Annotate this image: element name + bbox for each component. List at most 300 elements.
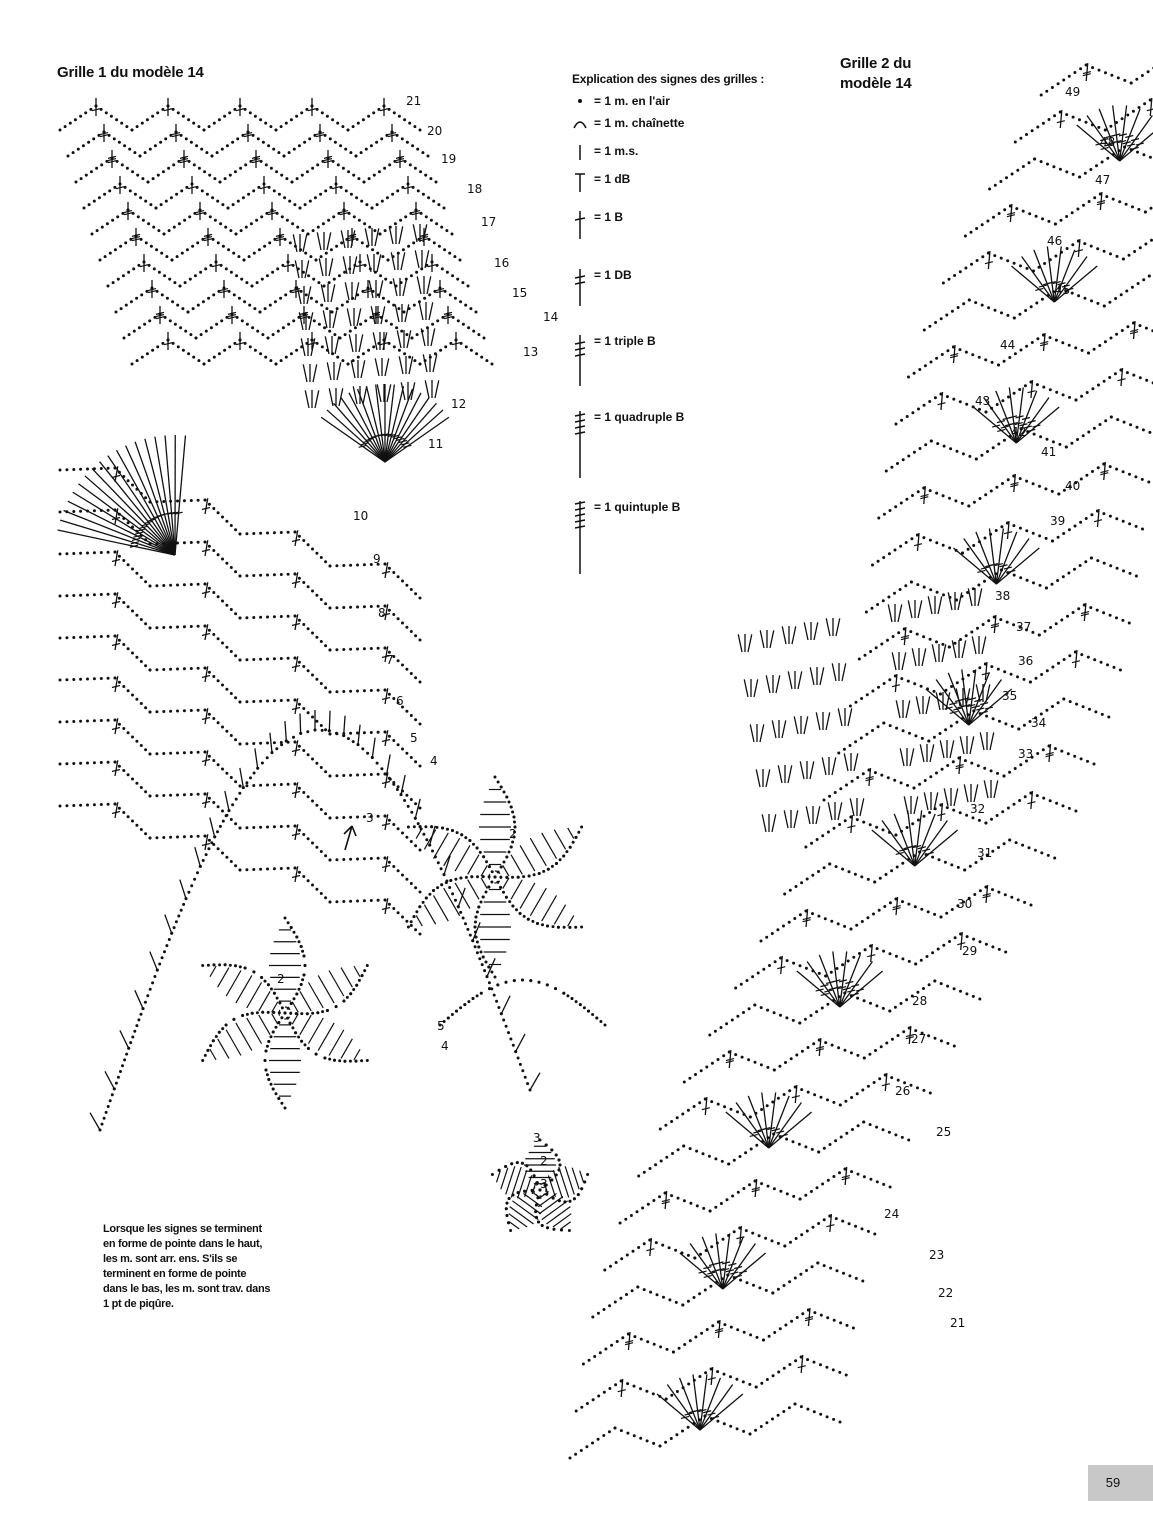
chain-dot	[1019, 477, 1022, 480]
chain-dot	[272, 1088, 275, 1091]
chain-dot	[315, 762, 318, 765]
chain-dot	[953, 1045, 956, 1048]
chain-dot	[135, 488, 138, 491]
chain-dot	[1047, 854, 1050, 857]
chain-dot	[1080, 395, 1083, 398]
chain-dot	[890, 466, 893, 469]
chain-dot	[894, 1133, 897, 1136]
chain-dot	[168, 938, 171, 941]
chain-dot	[1094, 710, 1097, 713]
chain-dot	[86, 720, 89, 723]
chain-dot	[944, 861, 947, 864]
chain-dot	[985, 411, 988, 414]
chain-dot	[245, 658, 248, 661]
chain-dot	[927, 740, 930, 743]
chain-dot	[188, 160, 191, 163]
chain-dot	[388, 861, 391, 864]
chain-dot	[693, 1296, 696, 1299]
chain-dot	[619, 1222, 622, 1225]
stitch-stroke	[816, 712, 820, 730]
chain-dot	[927, 910, 930, 913]
chain-dot	[742, 1187, 745, 1190]
chain-dot	[370, 647, 373, 650]
chain-dot	[315, 846, 318, 849]
chain-dot	[298, 619, 301, 622]
stitch-stroke	[896, 700, 900, 718]
chain-dot	[1128, 254, 1131, 257]
chain-dot	[817, 1222, 820, 1225]
chain-dot	[247, 193, 250, 196]
chain-dot	[169, 794, 172, 797]
stitch-stroke	[530, 1073, 540, 1090]
chain-dot	[1034, 849, 1037, 852]
chain-dot	[392, 571, 395, 574]
chain-dot	[693, 1379, 696, 1382]
stitch-stroke	[744, 679, 748, 697]
chain-dot	[910, 581, 913, 584]
chain-dot	[546, 1226, 549, 1229]
chain-dot	[1061, 341, 1064, 344]
chain-dot	[235, 274, 238, 277]
chain-dot	[999, 180, 1002, 183]
chain-dot	[1031, 129, 1034, 132]
chain-dot	[342, 858, 345, 861]
chain-dot	[264, 307, 267, 310]
chain-dot	[240, 229, 243, 232]
chain-dot	[876, 947, 879, 950]
chain-dot	[412, 241, 415, 244]
chain-dot	[927, 1034, 930, 1037]
chain-dot	[710, 1100, 713, 1103]
chain-dot	[799, 964, 802, 967]
petal-stitch	[218, 1039, 229, 1059]
chain-dot	[103, 1117, 106, 1120]
chain-dot	[977, 584, 980, 587]
chain-dot	[415, 271, 418, 274]
chain-dot	[264, 1059, 267, 1062]
chain-dot	[414, 928, 417, 931]
chain-dot	[190, 793, 193, 796]
chain-dot	[1062, 804, 1065, 807]
chain-dot	[234, 170, 237, 173]
chain-dot	[303, 974, 306, 977]
chain-dot	[377, 689, 380, 692]
row-number: 20	[427, 124, 443, 138]
chain-dot	[619, 1297, 622, 1300]
chain-dot	[302, 665, 305, 668]
chain-dot	[95, 167, 98, 170]
chain-dot	[231, 803, 234, 806]
chain-dot	[999, 618, 1002, 621]
chain-dot	[370, 605, 373, 608]
chain-dot	[911, 494, 914, 497]
chain-dot	[324, 812, 327, 815]
chain-dot	[646, 1340, 649, 1343]
chain-dot	[259, 658, 262, 661]
chain-dot	[883, 513, 886, 516]
chain-dot	[280, 174, 283, 177]
chain-dot	[65, 762, 68, 765]
chain-dot	[1128, 622, 1131, 625]
chain-dot	[1099, 423, 1102, 426]
chain-dot	[1139, 324, 1142, 327]
stitch-stroke	[978, 588, 982, 606]
chain-dot	[1015, 841, 1018, 844]
chain-dot	[262, 141, 265, 144]
chain-dot	[1049, 626, 1052, 629]
chain-dot	[284, 1107, 287, 1110]
stitch-stroke	[305, 390, 309, 408]
stitch-stroke	[760, 724, 764, 742]
chain-dot	[159, 141, 162, 144]
chain-dot	[1126, 371, 1129, 374]
chain-dot	[207, 297, 210, 300]
chain-dot	[140, 576, 143, 579]
chain-dot	[115, 311, 118, 314]
stitch-stroke	[756, 769, 760, 787]
chain-dot	[349, 564, 352, 567]
chain-dot	[862, 772, 865, 775]
chain-dot	[838, 1171, 841, 1174]
chain-dot	[1076, 438, 1079, 441]
chain-dot	[342, 816, 345, 819]
chain-dot	[459, 877, 462, 880]
chain-dot	[280, 867, 283, 870]
chain-dot	[173, 926, 176, 929]
chain-dot	[260, 976, 263, 979]
chain-dot	[436, 264, 439, 267]
chain-dot	[176, 626, 179, 629]
chain-dot	[1115, 333, 1118, 336]
chain-dot	[900, 1002, 903, 1005]
chain-dot	[1016, 169, 1019, 172]
chain-dot	[444, 290, 447, 293]
chain-dot	[1129, 423, 1132, 426]
chain-dot	[355, 155, 358, 158]
chain-dot	[464, 922, 467, 925]
chain-dot	[554, 987, 557, 990]
chain-dot	[221, 642, 224, 645]
chain-dot	[1145, 379, 1148, 382]
chain-dot	[528, 875, 531, 878]
chain-dot	[327, 219, 330, 222]
chain-dot	[451, 233, 454, 236]
chain-dot	[254, 115, 257, 118]
chain-dot	[261, 333, 264, 336]
chain-dot	[729, 1425, 732, 1428]
chain-dot	[298, 144, 301, 147]
chain-dot	[355, 196, 358, 199]
chain-dot	[1122, 569, 1125, 572]
chain-dot	[424, 825, 427, 828]
stitch-stroke	[435, 380, 439, 398]
chain-dot	[190, 499, 193, 502]
chain-dot	[928, 325, 931, 328]
chain-dot	[940, 317, 943, 320]
chain-dot	[419, 849, 422, 852]
chain-dot	[273, 741, 276, 744]
stitch-stroke	[822, 757, 826, 775]
chain-dot	[847, 960, 850, 963]
chain-dot	[517, 876, 520, 879]
chain-dot	[220, 319, 223, 322]
chain-dot	[306, 1012, 309, 1015]
chain-dot	[405, 920, 408, 923]
chain-dot	[928, 983, 931, 986]
chain-dot	[577, 831, 580, 834]
chain-dot	[1114, 372, 1117, 375]
chain-dot	[860, 697, 863, 700]
row-number: 46	[1047, 234, 1063, 248]
chain-dot	[324, 728, 327, 731]
chain-dot	[402, 248, 405, 251]
chain-dot	[841, 963, 844, 966]
chain-dot	[149, 148, 152, 151]
chain-dot	[79, 594, 82, 597]
chain-dot	[299, 207, 302, 210]
chain-dot	[414, 802, 417, 805]
chain-dot	[1110, 337, 1113, 340]
chain-dot	[118, 723, 121, 726]
chain-dot	[1109, 614, 1112, 617]
chain-dot	[516, 1161, 519, 1164]
chain-dot	[115, 118, 118, 121]
chain-dot	[252, 532, 255, 535]
chain-dot	[212, 549, 215, 552]
chain-dot	[1065, 113, 1068, 116]
stitch-stroke	[826, 712, 830, 730]
chain-dot	[1041, 298, 1044, 301]
chain-dot	[148, 319, 151, 322]
chain-dot	[1122, 520, 1125, 523]
chain-dot	[683, 1199, 686, 1202]
chain-dot	[882, 556, 885, 559]
chain-dot	[208, 359, 211, 362]
chain-dot	[882, 599, 885, 602]
chain-dot	[197, 359, 200, 362]
chain-dot	[349, 1060, 352, 1063]
stitch-stroke	[798, 671, 802, 689]
chain-dot	[956, 681, 959, 684]
chain-dot	[525, 1164, 528, 1167]
chain-dot	[184, 330, 187, 333]
chain-dot	[882, 1128, 885, 1131]
chain-dot	[890, 1076, 893, 1079]
stitch-stroke	[409, 356, 413, 374]
chain-dot	[935, 772, 938, 775]
chain-dot	[373, 174, 376, 177]
chain-dot	[298, 661, 301, 664]
chain-dot	[603, 1269, 606, 1272]
chain-dot	[1144, 211, 1147, 214]
chain-dot	[864, 654, 867, 657]
chain-dot	[176, 752, 179, 755]
stitch-stroke	[792, 626, 796, 644]
chain-dot	[149, 585, 152, 588]
chain-dot	[972, 938, 975, 941]
chain-dot	[823, 866, 826, 869]
chain-dot	[413, 359, 416, 362]
chain-dot	[845, 784, 848, 787]
chain-dot	[709, 1285, 712, 1288]
chain-dot	[239, 965, 242, 968]
row-number: 4	[430, 754, 438, 768]
chain-dot	[169, 542, 172, 545]
chain-dot	[326, 115, 329, 118]
chain-dot	[972, 544, 975, 547]
chain-dot	[981, 255, 984, 258]
chain-dot	[103, 193, 106, 196]
chain-dot	[991, 361, 994, 364]
chain-dot	[513, 816, 516, 819]
chain-dot	[1110, 74, 1113, 77]
chain-dot	[218, 963, 221, 966]
chain-dot	[324, 644, 327, 647]
chain-dot	[1071, 292, 1074, 295]
chain-dot	[368, 226, 371, 229]
chain-dot	[773, 1069, 776, 1072]
chain-dot	[687, 1426, 690, 1429]
chain-dot	[212, 675, 215, 678]
chain-dot	[757, 972, 760, 975]
chain-dot	[259, 532, 262, 535]
chain-dot	[222, 820, 225, 823]
chain-dot	[149, 711, 152, 714]
chain-dot	[311, 842, 314, 845]
chain-dot	[312, 278, 315, 281]
petal-stitch	[546, 1207, 570, 1224]
stitch-stroke	[355, 282, 359, 300]
chain-dot	[1084, 560, 1087, 563]
chain-dot	[1086, 391, 1089, 394]
stitch-stroke	[814, 622, 818, 640]
chain-dot	[295, 349, 298, 352]
chain-dot	[290, 118, 293, 121]
chain-dot	[230, 650, 233, 653]
chain-dot	[140, 238, 143, 241]
chain-dot	[835, 865, 838, 868]
chain-dot	[880, 643, 883, 646]
chain-dot	[1046, 163, 1049, 166]
chain-dot	[208, 545, 211, 548]
chain-dot	[700, 1332, 703, 1335]
chain-dot	[446, 828, 449, 831]
chain-dot	[942, 593, 945, 596]
row-number: 24	[884, 1207, 900, 1221]
chain-dot	[342, 690, 345, 693]
chain-dot	[1041, 217, 1044, 220]
chain-dot	[746, 1281, 749, 1284]
chain-dot	[1131, 205, 1134, 208]
chain-dot	[246, 323, 249, 326]
chain-dot	[90, 170, 93, 173]
chain-dot	[984, 493, 987, 496]
chain-dot	[164, 137, 167, 140]
chain-dot	[639, 1437, 642, 1440]
petal-stitch	[542, 833, 557, 859]
chain-dot	[773, 1331, 776, 1334]
chain-dot	[550, 1149, 553, 1152]
chain-dot	[460, 342, 463, 345]
chain-dot	[287, 573, 290, 576]
chain-dot	[216, 830, 219, 833]
chain-dot	[245, 532, 248, 535]
chain-dot	[771, 1418, 774, 1421]
stitch-stroke	[285, 721, 286, 741]
chain-dot	[948, 546, 951, 549]
chain-dot	[107, 1105, 110, 1108]
chain-dot	[726, 1198, 729, 1201]
chain-dot	[122, 685, 125, 688]
chain-dot	[132, 212, 135, 215]
chain-dot	[1097, 384, 1100, 387]
chain-dot	[317, 281, 320, 284]
chain-dot	[320, 724, 323, 727]
stitch-stroke	[329, 711, 330, 731]
chain-dot	[208, 587, 211, 590]
chain-dot	[751, 1232, 754, 1235]
chain-dot	[752, 1284, 755, 1287]
stitch-stroke	[794, 810, 798, 828]
chain-dot	[352, 174, 355, 177]
chain-dot	[215, 1035, 218, 1038]
chain-dot	[251, 1012, 254, 1015]
chain-dot	[59, 637, 62, 640]
petal-stitch	[553, 1214, 571, 1227]
chain-dot	[1133, 250, 1136, 253]
chain-dot	[195, 337, 198, 340]
petal-stitch	[523, 1193, 541, 1206]
chain-dot	[329, 733, 332, 736]
chain-dot	[1097, 126, 1100, 129]
row-number: 16	[494, 256, 510, 270]
chain-dot	[1104, 340, 1107, 343]
petal-stitch	[572, 1168, 579, 1190]
chain-dot	[315, 678, 318, 681]
chain-dot	[226, 144, 229, 147]
chain-dot	[116, 160, 119, 163]
chain-dot	[294, 531, 297, 534]
petal-stitch	[272, 1014, 278, 1025]
stitch-stroke	[385, 358, 389, 376]
chain-dot	[208, 503, 211, 506]
chain-dot	[363, 563, 366, 566]
chain-dot	[320, 850, 323, 853]
chain-dot	[1130, 82, 1133, 85]
chain-dot	[361, 974, 364, 977]
chain-dot	[404, 160, 407, 163]
chain-dot	[476, 951, 479, 954]
chain-dot	[116, 215, 119, 218]
chain-dot	[245, 574, 248, 577]
chain-dot	[1109, 515, 1112, 518]
chain-dot	[324, 770, 327, 773]
chain-dot	[363, 773, 366, 776]
chain-dot	[194, 274, 197, 277]
stitch-stroke	[920, 744, 924, 762]
chain-dot	[107, 551, 110, 554]
chain-dot	[997, 846, 1000, 849]
chain-dot	[224, 177, 227, 180]
chain-dot	[1132, 110, 1135, 113]
chain-dot	[298, 871, 301, 874]
chain-dot	[992, 216, 995, 219]
chain-dot	[929, 638, 932, 641]
chain-dot	[131, 526, 134, 529]
chain-dot	[541, 1224, 544, 1227]
chain-dot	[1046, 669, 1049, 672]
petal-stitch	[509, 1214, 527, 1227]
